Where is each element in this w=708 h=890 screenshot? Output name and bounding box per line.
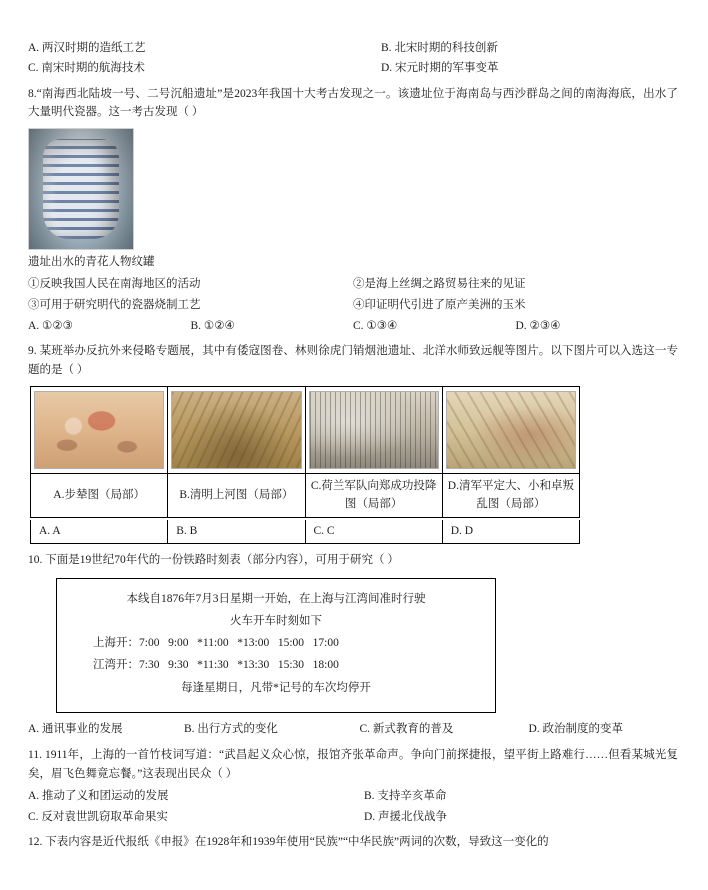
q11-stem: 11. 1911年，上海的一首竹枝词写道：“武昌起义众心惊，报馆齐张革命声。争向门前探捷报，望平街上路难行……但看某城光复矣，眉飞色舞竟忘餐。”这表现出民众（ ） <box>28 748 678 780</box>
q9-answer-c: C. C <box>305 520 442 544</box>
q9-label-row <box>31 474 580 518</box>
painting-thumb-b-icon <box>171 391 301 469</box>
q9-label-c: C.荷兰军队向郑成功投降图（局部） <box>305 474 442 518</box>
q9-cell-b <box>168 387 305 474</box>
q9-cell-c <box>305 387 442 474</box>
timetable-title-line-1: 本线自1876年7月3日星期一开始，在上海与江湾间准时行驶 <box>126 593 426 606</box>
q8-options <box>28 318 678 335</box>
timetable-row-jiangwan: 江湾开：7:30 9:30 *11:30 *13:30 15:30 18:00 <box>93 658 339 671</box>
q7-option-d: D. 宋元时期的军事变革 <box>381 62 499 75</box>
q9-label-d: D.清军平定大、小和卓叛乱图（局部） <box>442 474 579 518</box>
painting-thumb-d-icon <box>446 391 576 469</box>
q9-cell-a <box>31 387 168 474</box>
q10-timetable <box>56 578 496 713</box>
q9-answer-b: B. B <box>168 520 305 544</box>
q10-options <box>28 721 678 738</box>
blue-and-white-jar-photo <box>28 128 134 250</box>
q7-option-c: C. 南宋时期的航海技术 <box>28 62 145 75</box>
timetable-title-line-2: 火车开车时刻如下 <box>230 614 322 627</box>
q8-statements-row-1 <box>28 276 678 293</box>
q9-label-b: B.清明上河图（局部） <box>168 474 305 518</box>
q11-option-c: C. 反对袁世凯窃取革命果实 <box>28 810 168 823</box>
q9-answer-d: D. D <box>442 520 579 544</box>
timetable-footnote: 每逢星期日，凡带*记号的车次均停开 <box>181 682 371 695</box>
q8-option-d: D. ②③④ <box>515 320 561 333</box>
q11-option-d: D. 声援北伐战争 <box>364 810 448 823</box>
q8-image-caption: 遗址出水的青花人物纹罐 <box>28 256 155 269</box>
q10-option-a: A. 通讯事业的发展 <box>28 723 123 736</box>
q8-option-c: C. ①③④ <box>353 320 398 333</box>
q11-option-b: B. 支持辛亥革命 <box>364 789 447 802</box>
q7-option-a: A. 两汉时期的造纸工艺 <box>28 42 146 54</box>
q10-option-c: C. 新式教育的普及 <box>359 723 454 736</box>
q8-option-a: A. ①②③ <box>28 320 73 333</box>
q10-option-d: D. 政治制度的变革 <box>528 723 624 736</box>
q11-options-row-2 <box>28 809 678 826</box>
q8-stem: 8.“南海西北陆坡一号、二号沉船遗址”是2023年我国十大考古发现之一。该遗址位于海南岛与西沙群岛之间的南海海底，出水了大量明代瓷器。这一考古发现（ ） <box>28 87 678 119</box>
q12-stem: 12. 下表内容是近代报纸《申报》在1928年和1939年使用“民族”“中华民族”两词的次数，导致这一变化的 <box>28 836 549 848</box>
q8-statement-3: ③可用于研究明代的瓷器烧制工艺 <box>28 298 201 311</box>
q9-cell-d <box>442 387 579 474</box>
q9-label-a: A.步辇图（局部） <box>31 474 168 518</box>
timetable-row-shanghai: 上海开：7:00 9:00 *11:00 *13:00 15:00 17:00 <box>93 636 339 649</box>
q9-answer-row <box>31 520 580 544</box>
q9-answer-a: A. A <box>31 520 168 544</box>
q10-stem: 10. 下面是19世纪70年代的一份铁路时刻表（部分内容），可用于研究（ ） <box>28 554 399 567</box>
q8-statements-row-2 <box>28 297 678 314</box>
q7-options-row-2 <box>28 60 678 77</box>
q8-statement-2: ②是海上丝绸之路贸易往来的见证 <box>353 277 526 290</box>
q7-option-b: B. 北宋时期的科技创新 <box>381 42 498 54</box>
q11-option-a: A. 推动了义和团运动的发展 <box>28 789 169 802</box>
painting-thumb-a-icon <box>34 391 164 469</box>
q9-answer-table <box>30 520 580 544</box>
q11-options-row-1 <box>28 788 678 805</box>
painting-thumb-c-icon <box>309 391 439 469</box>
q7-options-row-1 <box>28 40 678 57</box>
q8-statement-4: ④印证明代引进了原产美洲的玉米 <box>353 298 526 311</box>
q8-statement-1: ①反映我国人民在南海地区的活动 <box>28 277 201 290</box>
q9-image-table <box>30 386 580 518</box>
q10-option-b: B. 出行方式的变化 <box>184 723 278 736</box>
q8-option-b: B. ①②④ <box>190 320 235 333</box>
q9-stem: 9. 某班举办反抗外来侵略专题展，其中有倭寇图卷、林则徐虎门销烟池遗址、北洋水师致远舰等图片。以下图片可以入选这一专题的是（ ） <box>28 345 678 377</box>
q8-image <box>28 128 678 250</box>
q9-image-row <box>31 387 580 474</box>
